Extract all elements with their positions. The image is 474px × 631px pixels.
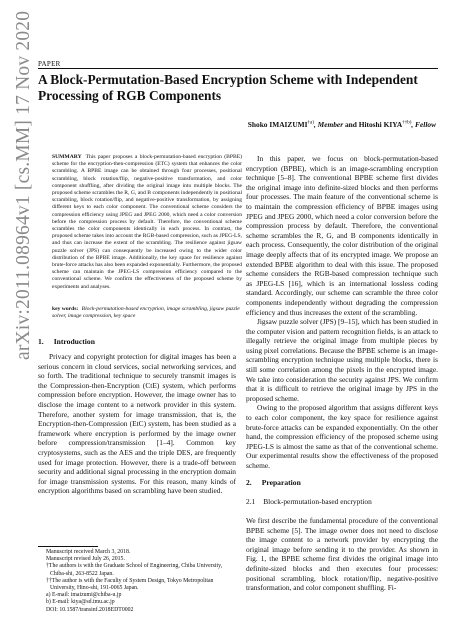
footnote: Manuscript revised July 26, 2015. bbox=[46, 556, 125, 563]
section-title: Introduction bbox=[53, 337, 95, 346]
author2-affiliation-mark: ††b) bbox=[402, 120, 412, 126]
author1-role: , Member bbox=[313, 120, 344, 129]
subsection-title: Block-permutation-based encryption bbox=[263, 497, 372, 506]
paragraph: Jigsaw puzzle solver (JPS) [9–15], which has been studied in the computer vision and pattern recognition fields, is an attack to illegally retrieve the original image from multiple pieces by using pixel correlations. Because the BPBE scheme is an image-scrambling encryption technique using multiple blocks, there is still some correlation among the pixels in the encrypted image. We take into consideration the security against JPS. We confirm that it is difficult to retrieve the original image by JPS in the proposed scheme. bbox=[246, 317, 438, 403]
footnote: ††The author is with the Faculty of System Design, Tokyo Metropolitan University, Hino-shi, 191-0065 Japan. bbox=[46, 577, 214, 592]
subsection-heading bbox=[246, 497, 372, 506]
header-rule bbox=[38, 68, 438, 69]
paper-type-label: PAPER bbox=[38, 60, 61, 68]
footnote: DOI: 10.1587/transinf.2018EDT0002 bbox=[46, 606, 134, 613]
section-number: 2. bbox=[246, 478, 252, 487]
author1-name: Shoko IMAIZUMI bbox=[247, 120, 308, 129]
right-column-text bbox=[246, 154, 438, 471]
abstract-body: This paper proposes a block-permutation-based encryption (BPBE) scheme for the encryption-then-compression (ETC) system that enhances the color scrambling. A BPBE image can be obtained through four processes, positional scrambling, block rotation/flip, negative-positive transformation, and color component shuffling, after dividing the original image into multiple blocks. The proposed scheme scrambles the R, G, and B components independently in positional scrambling, block rotation/flip, and negative-positive transformation, by assigning different keys to each color component. The conventional scheme considers the compression efficiency using JPEG and JPEG 2000, which need a color conversion before the compression process by default. Therefore, the conventional scheme scrambles the color components identically in each process. In contrast, the proposed scheme takes into account the RGB-based compression, such as JPEG-LS, and thus can increase the extent of the scrambling. The resilience against jigsaw puzzle solver (JPS) can consequently be increased owing to the wider color distribution of the BPBE image. Additionally, the key space for resilience against brute-force attacks has also been expanded exponentially. Furthermore, the proposed scheme can maintain the JPEG-LS compression efficiency compared to the conventional scheme. We confirm the effectiveness of the proposed scheme by experiments and analyses. bbox=[52, 154, 242, 290]
left-column-text bbox=[38, 352, 236, 496]
author-line bbox=[248, 120, 436, 129]
paper-title: A Block-Permutation-Based Encryption Scheme with Independent Processing of RGB Components bbox=[38, 72, 418, 103]
abstract-heading: SUMMARY bbox=[52, 154, 82, 160]
footnotes bbox=[38, 546, 238, 614]
section-number: 1. bbox=[38, 337, 44, 346]
paragraph: Owing to the proposed algorithm that assigns different keys to each color component, the key space for resilience against brute-force attacks can be expanded exponentially. On the other hand, the compression efficiency of the proposed scheme using JPEG-LS is almost the same as that of the conventional scheme. Our experimental results show the effectiveness of the proposed scheme. bbox=[246, 403, 438, 470]
abstract bbox=[52, 154, 242, 291]
section-heading-introduction bbox=[38, 337, 95, 346]
paragraph: Privacy and copyright protection for digital images has been a serious concern in cloud services, social networking services, and so forth. The traditional technique to securely transmit images is the Compression-then-Encryption (CtE) system, which performs compression before encryption. However, the image owner has to disclose the image content to a network provider in this system. Therefore, another system for image transmission, that is, the Encryption-then-Compression (EtC) system, has been studied as a framework where encryption is performed by the image owner before compression/transmission [1–4]. Common key cryptosystems, such as the AES and the triple DES, are frequently used for image protection. However, there is a trade-off between security and additional signal processing in the encryption domain for image transmission systems. For this reason, many kinds of encryption algorithms based on scrambling have been studied. bbox=[38, 352, 236, 496]
section-title: Preparation bbox=[261, 478, 301, 487]
author2-role: , Fellow bbox=[411, 120, 436, 129]
footnote: Manuscript received March 3, 2018. bbox=[46, 549, 131, 555]
keywords-list: Block-permutation-based encryption, image scrambling, jigsaw puzzle solver, image compression, key space bbox=[52, 306, 240, 320]
section-heading-preparation bbox=[246, 478, 301, 487]
author-conjunction: and bbox=[343, 120, 359, 129]
footnote: b) E-mail: kiya@sd.tmu.ac.jp bbox=[46, 599, 115, 606]
footnote: a) E-mail: imaizumi@chiba-u.jp bbox=[46, 592, 122, 599]
subsection-number: 2.1 bbox=[246, 497, 256, 506]
keywords-heading: key words: bbox=[52, 306, 79, 312]
right-column-text-continued bbox=[246, 516, 438, 593]
author2-name: Hitoshi KIYA bbox=[358, 120, 403, 129]
arxiv-identifier: arXiv:2011.08964v1 [cs.MM] 17 Nov 2020 bbox=[13, 10, 34, 360]
paragraph: We first describe the fundamental procedure of the conventional BPBE scheme [5]. The image owner does not need to disclose the image content to a network provider by encrypting the original image before sending it to the provider. As shown in Fig. 1, the BPBE scheme first divides the original image into definite-sized blocks and then executes four processes: positional scrambling, block rotation/flip, negative-positive transformation, and color component shuffling. Fi- bbox=[246, 516, 438, 593]
keywords bbox=[52, 306, 242, 320]
paragraph: In this paper, we focus on block-permutation-based encryption (BPBE), which is an image-scrambling encryption technique [5–8]. The conventional BPBE scheme first divides the original image into definite-sized blocks and then performs four processes. The main feature of the conventional scheme is to maintain the compression efficiency of BPBE images using JPEG and JPEG 2000, which need a color conversion before the compression process by default. Therefore, the conventional scheme scrambles the R, G, and B components identically in each process. Consequently, the color distribution of the original image deeply affects that of its encrypted image. We propose an extended BPBE algorithm to deal with this issue. The proposed scheme considers the RGB-based compression technique such as JPEG-LS [16], which is an international lossless coding standard. Accordingly, our scheme can scramble the three color components independently without degrading the compression efficiency and thus increases the extent of the scrambling. bbox=[246, 154, 438, 317]
footnote: †The authors is with the Graduate School of Engineering, Chiba University, Chiba-shi, 263-8522 Japan. bbox=[46, 563, 223, 577]
author1-affiliation-mark: †a) bbox=[307, 120, 314, 126]
footnote-rule bbox=[38, 546, 98, 547]
